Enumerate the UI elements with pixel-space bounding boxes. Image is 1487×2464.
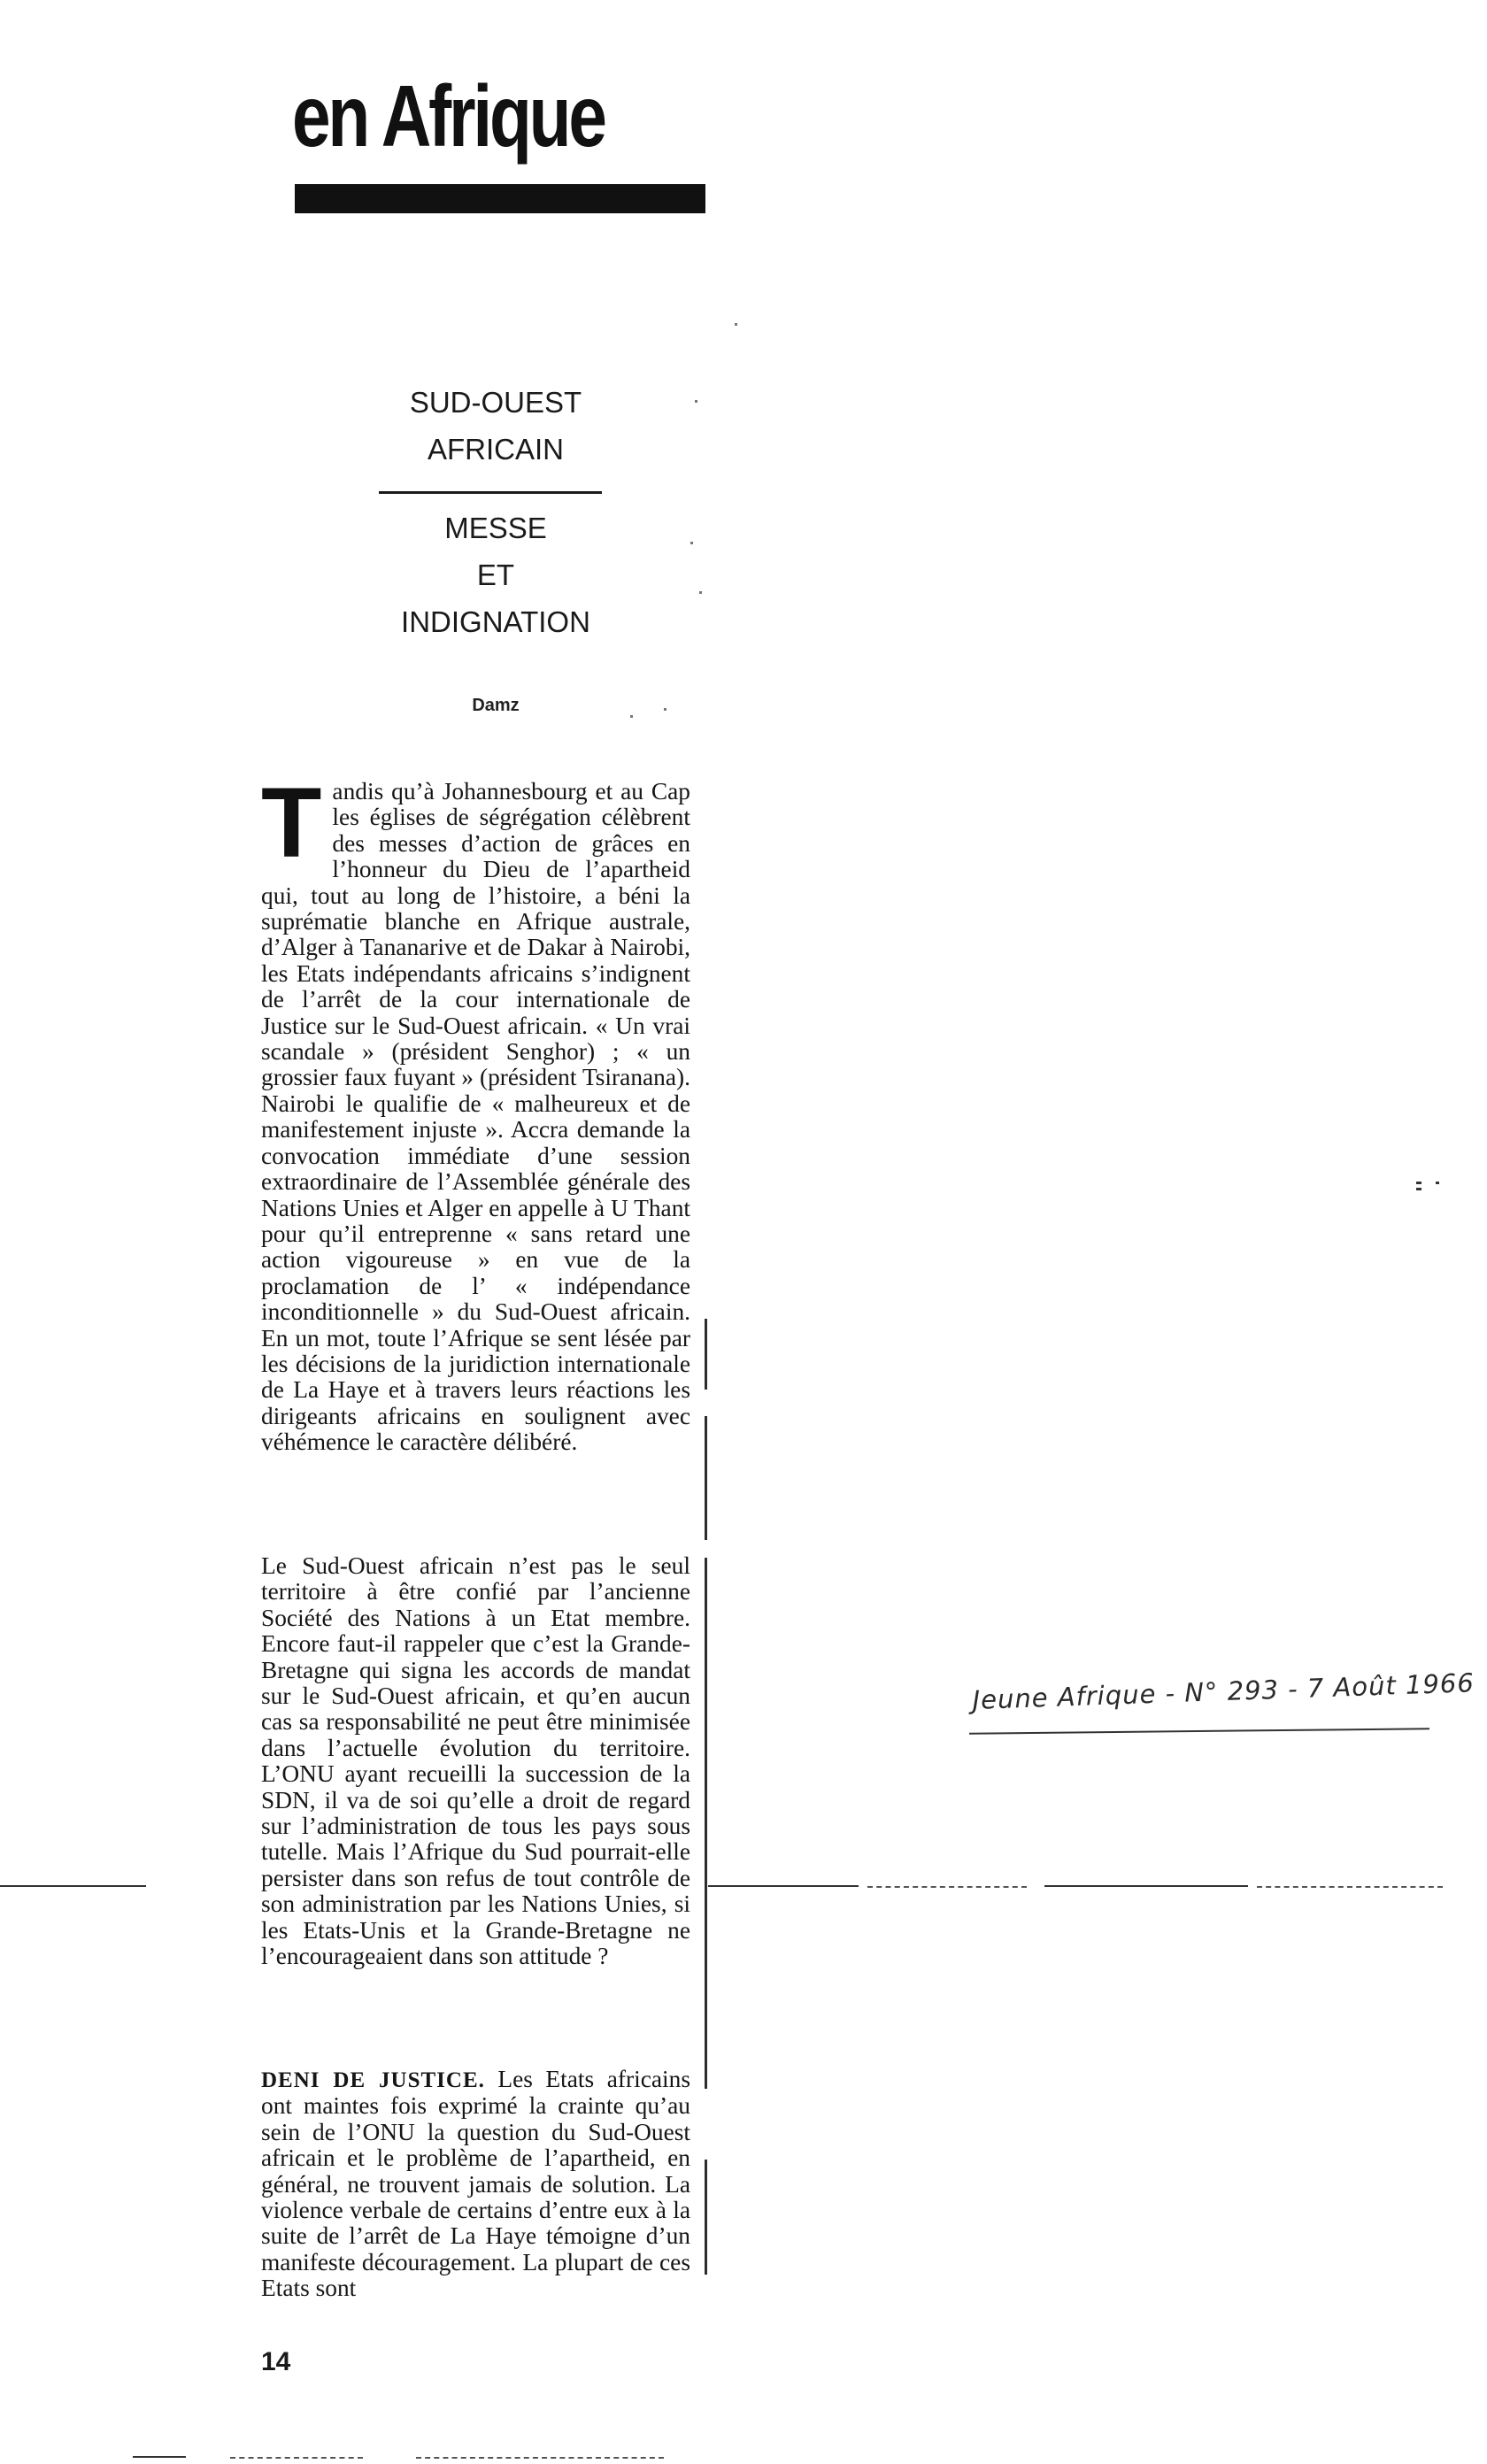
scan-clip-line xyxy=(416,2457,664,2459)
body-paragraph-3 xyxy=(261,2067,690,2302)
paragraph-text: Le Sud-Ouest africain n’est pas le seul territoire à être confié par l’ancienne Société des Nations à un Etat membre. Encore faut-il rappeler que c’est la Grande-Bretagne qui signa les accords de mandat sur le Sud-Ouest africain, et qu’en aucun cas sa responsabilité ne peut être minimisée dans l’actuelle évolution du territoire. L’ONU ayant recueilli la succession de la SDN, il va de soi qu’elle a droit de regard sur l’administration de tous les pays sous tutelle. Mais l’Afrique du Sud pourrait-elle persister dans son refus de tout contrôle de son administration par les Nations Unies, si les Etats-Unis et la Grande-Bretagne ne l’encourageaient dans son attitude ? xyxy=(261,1552,690,1970)
scan-speck xyxy=(1416,1188,1422,1190)
scan-clip-line xyxy=(1257,1886,1443,1888)
section-title: en Afrique xyxy=(292,67,605,165)
headline-line: MESSE xyxy=(444,512,547,544)
scan-edge-line xyxy=(705,1319,707,1390)
body-paragraph-1 xyxy=(261,767,690,1456)
article-headline xyxy=(354,504,637,645)
scan-clip-line xyxy=(867,1886,1027,1888)
kicker-line: AFRICAIN xyxy=(427,433,564,466)
scan-speck xyxy=(630,715,633,718)
scan-clip-line xyxy=(230,2457,363,2459)
scan-edge-line xyxy=(705,1558,707,2089)
scan-speck xyxy=(699,591,702,594)
headline-line: INDIGNATION xyxy=(401,605,590,638)
scan-speck xyxy=(690,542,693,544)
byline: Damz xyxy=(472,696,520,715)
scan-clip-line xyxy=(1044,1885,1248,1887)
handwritten-underline xyxy=(969,1728,1429,1734)
page-number: 14 xyxy=(261,2347,291,2376)
scan-edge-line xyxy=(705,1416,707,1540)
body-paragraph-2 xyxy=(261,1553,690,1970)
paragraph-text: Les Etats africains ont maintes fois exprimé la crainte qu’au sein de l’ONU la question du Sud-Ouest africain et le problème de l’apartheid, en général, ne trouvent jamais de solution. La violence verbale de certains d’entre eux à la suite de l’arrêt de La Haye témoigne d’un manifeste découragement. La plupart de ces Etats sont xyxy=(261,2066,690,2302)
scan-speck xyxy=(664,708,666,711)
scan-speck xyxy=(1436,1182,1439,1184)
scan-speck xyxy=(735,323,737,326)
scan-speck xyxy=(1416,1182,1422,1184)
scan-clip-line xyxy=(0,1885,146,1887)
paragraph-text: andis qu’à Johannesbourg et au Cap les églises de ségrégation célèbrent des messes d’action de grâces en l’honneur du Dieu de l’apartheid qui, tout au long de l’histoire, a béni la suprématie blanche en Afrique australe, d’Alger à Tananarive et de Dakar à Nairobi, les Etats indépendants africains s’indignent de l’arrêt de la cour internationale de Justice sur le Sud-Ouest africain. « Un vrai scandale » (président Senghor) ; « un grossier faux fuyant » (président Tsiranana). Nairobi le qualifie de « malheureux et de manifestement injuste ». Accra demande la convocation immédiate d’une session extraordinaire de l’Assemblée générale des Nations Unies et Alger en appelle à U Thant pour qu’il entreprenne « sans retard une action vigoureuse » en vue de la proclamation de l’ « indépendance inconditionnelle » du Sud-Ouest africain. En un mot, toute l’Afrique se sent lésée par les décisions de la juridiction internationale de La Haye et à travers leurs réactions les dirigeants africains en soulignent avec véhémence le caractère délibéré. xyxy=(261,778,690,1456)
scan-clip-line xyxy=(708,1885,859,1887)
section-subhead: DENI DE JUSTICE. xyxy=(261,2068,485,2092)
scan-speck xyxy=(695,400,697,403)
header-rule xyxy=(295,184,705,213)
headline-line: ET xyxy=(476,558,515,591)
handwritten-note: Jeune Afrique - N° 293 - 7 Août 1966 xyxy=(972,1667,1475,1715)
scan-clip-line xyxy=(133,2456,186,2458)
title-divider xyxy=(379,491,602,494)
article-kicker xyxy=(354,379,637,473)
scan-edge-line xyxy=(705,2160,707,2275)
kicker-line: SUD-OUEST xyxy=(409,386,582,419)
drop-cap: T xyxy=(261,767,322,878)
